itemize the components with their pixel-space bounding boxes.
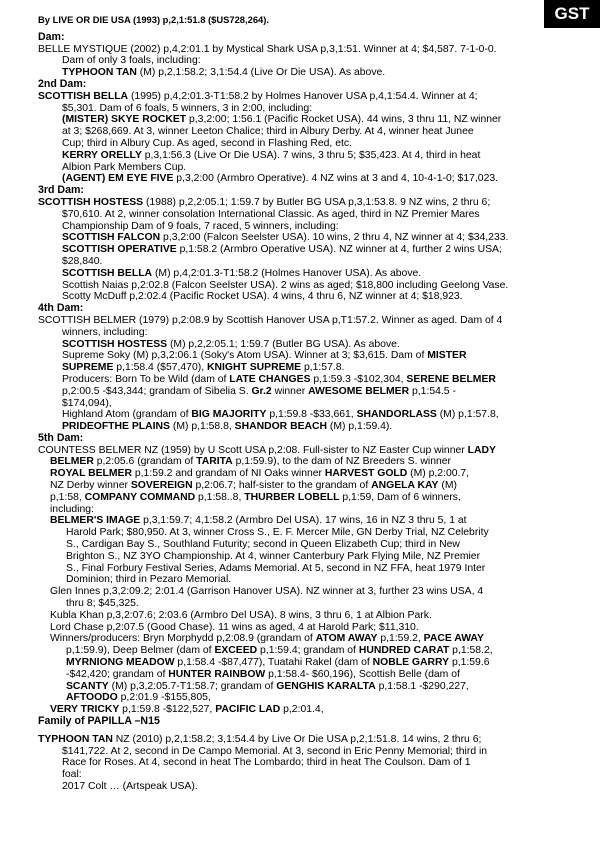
pedigree-line: [38, 421, 578, 433]
horse-name-bold: SCOTTISH HOSTESS: [38, 196, 144, 208]
pedigree-line: [38, 610, 578, 622]
pedigree-line: [38, 769, 578, 781]
pedigree-line: [38, 197, 578, 209]
pedigree-page: [38, 14, 578, 793]
line-text: Championship Dam of 9 foals, 7 raced, 5 winners, including:: [62, 220, 339, 232]
horse-name-bold: TYPHOON TAN: [38, 733, 113, 745]
pedigree-line: [38, 162, 578, 174]
horse-name-bold: (MISTER) SKYE ROCKET: [62, 114, 187, 126]
line-text: Producers: Born To be Wild (dam of: [62, 373, 230, 385]
line-text: Dam of only 3 foals, including:: [62, 55, 201, 67]
line-text: S., Final Forbury Festival Series, Adams Memorial. At 5, second in NZ FFA, heat 1979 Inter: [66, 562, 486, 574]
line-text: p,1:59.9), to the dam of NZ Breeders S. winner: [232, 456, 451, 468]
horse-name-bold: AFTOODO: [66, 692, 118, 704]
horse-name-bold: LADY: [467, 444, 496, 456]
pedigree-line: [38, 221, 578, 233]
pedigree-line: [38, 256, 578, 268]
pedigree-line: [38, 746, 578, 758]
line-text: p,1:59.2 and grandam of NI Oaks winner: [131, 468, 325, 480]
horse-name-bold: LATE CHANGES: [229, 373, 311, 385]
line-text: $28,840.: [62, 255, 103, 267]
horse-name-bold: SUPREME: [62, 362, 114, 374]
horse-name-bold: SCOTTISH BELLA: [38, 90, 129, 102]
pedigree-line: [38, 103, 578, 115]
pedigree-line: [38, 734, 578, 746]
horse-name-bold: PRIDEOFTHE PLAINS: [62, 421, 170, 433]
pedigree-line: [38, 327, 578, 339]
line-text: (M) p,2:00.7,: [407, 468, 470, 480]
horse-name-bold: SOVEREIGN: [130, 480, 193, 492]
horse-name-bold: SCOTTISH OPERATIVE: [62, 244, 177, 256]
pedigree-line: [38, 669, 578, 681]
line-text: (M) p,1:59.4).: [327, 421, 393, 433]
line-text: p,1:59.6: [449, 657, 490, 669]
pedigree-line: [38, 350, 578, 362]
horse-name-bold: GENGHIS KARALTA: [276, 680, 376, 692]
line-text: COUNTESS BELMER NZ (1959) by U Scott USA p,2:08. Full-sister to NZ Easter Cup winner: [38, 444, 468, 456]
line-text: Albion Park Members Cup.: [62, 161, 187, 173]
pedigree-line: [38, 681, 578, 693]
pedigree-line: [38, 551, 578, 563]
pedigree-line: [38, 362, 578, 374]
line-text: foal:: [62, 769, 82, 781]
line-text: Cup; third in Albury Cup. As aged, second in Flashing Red, etc.: [62, 137, 352, 149]
line-text: p,2:05.6 (grandam of: [93, 456, 197, 468]
line-text: p,1:58.1 -$290,227,: [375, 680, 469, 692]
line-text: p,1:54.5 -: [409, 385, 456, 397]
pedigree-line: [38, 468, 578, 480]
line-text: p,1:58.4 ($57,470),: [113, 362, 207, 374]
line-text: p,1:58,: [50, 491, 85, 503]
line-text: p,3,2:00 (Falcon Seelster USA). 10 wins, 2 thru 4, NZ winner at 4; $34,233.: [160, 232, 509, 244]
horse-name-bold: PACIFIC LAD: [215, 704, 281, 716]
line-text: (M) p,1:58.8,: [169, 421, 235, 433]
pedigree-line: [38, 574, 578, 586]
line-text: p,3,2:00 (Armbro Operative). 4 NZ wins at 3 and 4, 10-4-1-0; $17,023.: [173, 173, 499, 185]
horse-name-bold: HARVEST GOLD: [324, 468, 408, 480]
line-text: 5th Dam:: [38, 431, 84, 444]
pedigree-line: [38, 150, 578, 162]
horse-name-bold: KERRY ORELLY: [62, 149, 142, 161]
line-text: p,2:00.5 -$43,344; grandam of Sibelia S.: [62, 385, 252, 397]
pedigree-line: [38, 445, 578, 457]
line-text: p,1:59.9), Deep Belmer (dam of: [66, 645, 215, 657]
line-text: 2nd Dam:: [38, 77, 87, 90]
pedigree-line: [38, 633, 578, 645]
line-text: at 3; $268,669. At 3, winner Leeton Chalice; third in Albury Derby. At 4, winner heat Junee: [62, 126, 474, 138]
pedigree-line: [38, 527, 578, 539]
line-text: Glen Innes p,3,2:09.2; 2:01.4 (Garrison Hanover USA). NZ winner at 3, further 23 wins USA, 4: [50, 586, 484, 598]
line-text: winner: [271, 385, 309, 397]
pedigree-line: [38, 374, 578, 386]
line-text: p,1:58.2,: [449, 645, 493, 657]
line-text: p,1:59.8 -$33,661,: [266, 409, 357, 421]
horse-name-bold: TYPHOON TAN: [62, 67, 137, 79]
pedigree-line: [38, 244, 578, 256]
horse-name-bold: AWESOME BELMER: [308, 385, 410, 397]
pedigree-line: [38, 126, 578, 138]
horse-name-bold: NOBLE GARRY: [372, 657, 450, 669]
line-text: p,3,1:59.7; 4,1:58.2 (Armbro Del USA). 17 wins, 16 in NZ 3 thru 5, 1 at: [140, 515, 467, 527]
line-text: p,3,2:00; 1:56.1 (Pacific Rocket USA). 44 wins, 3 thru 11, NZ winner: [186, 114, 502, 126]
pedigree-line: [38, 67, 578, 79]
horse-name-bold: EXCEED: [214, 645, 258, 657]
line-text: (M) p,4,2:01.3-T1:58.2 (Holmes Hanover USA). As above.: [152, 267, 422, 279]
line-text: Race for Roses. At 4, second in heat The Lombardo; third in heat The Coulson. Dam of 1: [62, 757, 471, 769]
pedigree-line: [38, 563, 578, 575]
line-text: $174,094),: [62, 397, 112, 409]
line-text: SCOTTISH BELMER (1979) p,2:08.9 by Scottish Hanover USA p,T1:57.2. Winner as aged. Dam of 4: [38, 314, 503, 326]
horse-name-bold: TARITA: [196, 456, 233, 468]
line-text: p,2:01.9 -$155,805,: [117, 692, 211, 704]
section-heading: [38, 716, 578, 728]
horse-name-bold: Gr.2: [251, 385, 272, 397]
line-text: (M): [438, 480, 457, 492]
line-text: Supreme Soky (M) p,3,2:06.1 (Soky's Atom USA). Winner at 3; $3,615. Dam of: [62, 350, 428, 362]
line-text: including:: [50, 503, 94, 515]
line-text: p,3,1:56.3 (Live Or Die USA). 7 wins, 3 thru 5; $35,423. At 4, third in heat: [141, 149, 481, 161]
line-text: p,2:01.4,: [280, 704, 324, 716]
pedigree-line: [38, 645, 578, 657]
line-text: p,1:58.2 (Armbro Operative USA). NZ winner at 4, further 2 wins USA;: [176, 244, 502, 256]
line-text: $5,301. Dam of 6 foals, 5 winners, 3 in 2:00, including:: [62, 102, 313, 114]
horse-name-bold: SCANTY: [66, 680, 109, 692]
horse-name-bold: THURBER LOBELL: [244, 491, 340, 503]
horse-name-bold: (AGENT) EM EYE FIVE: [62, 173, 174, 185]
horse-name-bold: MISTER: [427, 350, 467, 362]
pedigree-line: [38, 386, 578, 398]
horse-name-bold: HUNDRED CARAT: [358, 645, 450, 657]
horse-name-bold: COMPANY COMMAND: [84, 491, 196, 503]
horse-name-bold: SHANDORLASS: [356, 409, 437, 421]
pedigree-line: [38, 622, 578, 634]
line-text: 2017 Colt … (Artspeak USA).: [62, 781, 198, 792]
pedigree-line: [38, 280, 578, 292]
horse-name-bold: SERENE BELMER: [406, 373, 496, 385]
pedigree-line: [38, 268, 578, 280]
pedigree-line: [38, 409, 578, 421]
line-text: (1995) p,4,2:01.3-T1:58.2 by Holmes Hanover USA p,4,1:54.4. Winner at 4;: [128, 90, 478, 102]
line-text: p,1:59.2,: [377, 633, 424, 645]
line-text: NZ Derby winner: [50, 480, 131, 492]
horse-name-bold: SCOTTISH HOSTESS: [62, 338, 168, 350]
pedigree-line: [38, 492, 578, 504]
pedigree-line: [38, 173, 578, 185]
line-text: $70,610. At 2, winner consolation International Classic. As aged, third in NZ Premier Mares: [62, 208, 480, 220]
pedigree-line: [38, 315, 578, 327]
horse-name-bold: SHANDOR BEACH: [234, 421, 328, 433]
section-heading: [38, 303, 578, 315]
line-text: p,1:58.4 -$87,477), Tuatahi Rakel (dam of: [174, 657, 373, 669]
line-text: p,1:59.8 -$122,527,: [119, 704, 216, 716]
line-text: Highland Atom (grandam of: [62, 409, 192, 421]
line-text: Dominion; third in Pezaro Memorial.: [66, 574, 232, 586]
line-text: Lord Chase p,2:07.5 (Good Chase). 11 wins as aged, 4 at Harold Park; $11,310.: [50, 621, 419, 633]
pedigree-line: [38, 91, 578, 103]
line-text: (M) p,2,1:58.2; 3,1:54.4 (Live Or Die USA). As above.: [136, 67, 386, 79]
line-text: BELLE MYSTIQUE (2002) p,4,2:01.1 by Mystical Shark USA p,3,1:51. Winner at 4; $4,587. 7-1-0-0.: [38, 43, 497, 55]
pedigree-line: [38, 44, 578, 56]
horse-name-bold: ATOM AWAY: [315, 633, 378, 645]
line-text: Family of PAPILLA –N15: [38, 715, 160, 728]
horse-name-bold: MYRNIONG MEADOW: [66, 657, 175, 669]
line-text: (M) p,1:57.8,: [436, 409, 499, 421]
pedigree-line: [38, 539, 578, 551]
section-heading: [38, 433, 578, 445]
line-text: p,2:06.7; half-sister to the grandam of: [192, 480, 372, 492]
line-text: NZ (2010) p,2,1:58.2; 3,1:54.4 by Live Or Die USA p,2,1:51.8. 14 wins, 2 thru 6;: [112, 733, 482, 745]
line-text: 3rd Dam:: [38, 184, 84, 197]
pedigree-line: [38, 339, 578, 351]
line-text: p,1:58..8,: [195, 491, 245, 503]
line-text: winners, including:: [62, 326, 148, 338]
line-text: p,1:58.4- $60,196), Scottish Belle (dam of: [265, 668, 460, 680]
pedigree-line: [38, 209, 578, 221]
pedigree-line: [38, 781, 578, 793]
line-text: thru 8; $45,325.: [66, 598, 139, 610]
section-heading: [38, 79, 578, 91]
pedigree-line: [38, 504, 578, 516]
horse-name-bold: VERY TRICKY: [50, 704, 120, 716]
pedigree-body: [38, 32, 578, 793]
pedigree-line: [38, 692, 578, 704]
line-text: (M) p,2,2:05.1; 1:59.7 (Butler BG USA). As above.: [167, 338, 400, 350]
line-text: 4th Dam:: [38, 302, 84, 315]
line-text: p,1:59, Dam of 6 winners,: [339, 491, 461, 503]
pedigree-line: [38, 291, 578, 303]
pedigree-line: [38, 456, 578, 468]
line-text: p,1:59.4; grandam of: [257, 645, 359, 657]
line-text: S., Cardigan Bay S., Southland Futurity; second in Queen Elizabeth Cup; third in New: [66, 539, 460, 551]
line-text: Brighton S., NZ 3YO Championship. At 4, winner Canterbury Park Flying Mile, NZ Premier: [66, 550, 481, 562]
pedigree-line: [38, 398, 578, 410]
pedigree-line: [38, 515, 578, 527]
section-heading: [38, 32, 578, 44]
pedigree-line: [38, 586, 578, 598]
horse-name-bold: KNIGHT SUPREME: [206, 362, 302, 374]
pedigree-line: [38, 657, 578, 669]
line-text: (M) p,3,2:05.7-T1:58.7; grandam of: [108, 680, 277, 692]
line-text: (1988) p,2,2:05.1; 1:59.7 by Butler BG USA p,3,1:53.8. 9 NZ wins, 2 thru 6;: [143, 196, 491, 208]
pedigree-line: [38, 598, 578, 610]
line-text: Dam:: [38, 30, 65, 43]
line-text: p,1:57.8.: [301, 362, 345, 374]
horse-name-bold: BELMER: [50, 456, 94, 468]
horse-name-bold: SCOTTISH BELLA: [62, 267, 153, 279]
pedigree-line: [38, 138, 578, 150]
horse-name-bold: BELMER'S IMAGE: [50, 515, 141, 527]
line-text: Harold Park; $80,950. At 3, winner Cross S., E. F. Mercer Mile, GN Derby Trial, NZ Celebrity: [66, 527, 489, 539]
pedigree-line: [38, 480, 578, 492]
pedigree-line: [38, 757, 578, 769]
horse-name-bold: PACE AWAY: [423, 633, 484, 645]
pedigree-line: [38, 114, 578, 126]
line-text: p,1:59.3 -$102,304,: [310, 373, 407, 385]
line-text: Kubla Khan p,3,2:07.6; 2:03.6 (Armbro Del USA). 8 wins, 3 thru 6, 1 at Albion Park.: [50, 609, 432, 621]
horse-name-bold: ROYAL BELMER: [50, 468, 132, 480]
line-text: Scottish Naias p,2:02.8 (Falcon Seelster USA). 2 wins as aged; $18,800 including Geelong Vase.: [62, 279, 509, 291]
line-text: -$42,420; grandam of: [66, 668, 169, 680]
horse-name-bold: SCOTTISH FALCON: [62, 232, 161, 244]
horse-name-bold: HUNTER RAINBOW: [168, 668, 266, 680]
line-text: Winners/producers: Bryn Morphydd p,2:08.9 (grandam of: [50, 633, 316, 645]
sire-line: By LIVE OR DIE USA (1993) p,2,1:51.8 ($US728,264).: [38, 14, 269, 25]
pedigree-line: [38, 232, 578, 244]
pedigree-line: [38, 55, 578, 67]
horse-name-bold: ANGELA KAY: [371, 480, 439, 492]
section-heading: [38, 185, 578, 197]
line-text: $141,722. At 2, second in De Campo Memorial. At 3, second in Eric Penny Memorial; third in: [62, 745, 488, 757]
gst-badge: GST: [544, 0, 600, 28]
horse-name-bold: BIG MAJORITY: [191, 409, 267, 421]
line-text: Scotty McDuff p,2:02.4 (Pacific Rocket USA). 4 wins, 4 thru 6, NZ winner at 4; $18,923.: [62, 291, 463, 303]
